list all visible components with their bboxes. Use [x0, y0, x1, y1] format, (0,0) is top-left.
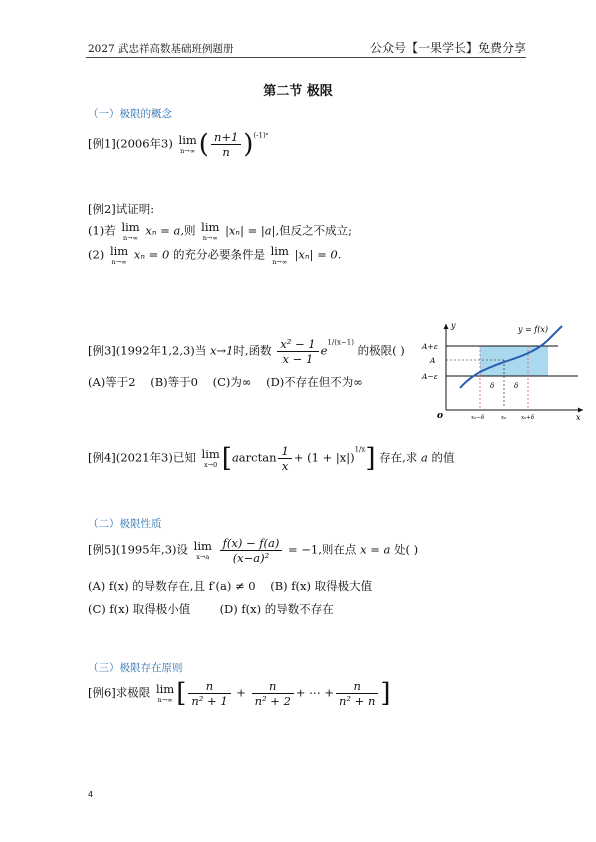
- example-4: [例4](2021年3)已知 lim x→0 [aarctan $\frac{1}{x}$ + $(1 + |x|)^{1/x}$] 存在,求 a 的值: [88, 443, 455, 474]
- page-number: 4: [88, 790, 94, 799]
- option-d: (D)不存在但不为∞: [266, 375, 363, 389]
- y-axis-arrow: [444, 324, 449, 329]
- x-label-x0-minus-delta: x₀−δ: [471, 415, 485, 421]
- origin-label: o: [437, 411, 444, 421]
- example-2-line-1: (1)若 lim n→∞ xₙ = a,则 lim n→∞ |xₙ| = |a|,但反之不成立;: [88, 220, 353, 242]
- option-c: (C)为∞: [212, 375, 252, 389]
- fraction: $\frac{\text{x² − 1}}{x - 1}$: [277, 338, 318, 365]
- example-6: [例6]求极限 lim n→∞ [ $\frac{n}{\text{n² + 1}}$ + $\frac{n}{\text{n² + 2}}$ + ⋯ + $\frac{n}{\text{n² + n}}$ ]: [88, 678, 391, 709]
- option-c: (C) f(x) 取得极小值: [88, 602, 191, 616]
- y-axis-label: y: [451, 321, 456, 330]
- x-axis-arrow: [578, 408, 583, 413]
- example-tag: [例6]: [88, 685, 116, 700]
- example-tag: [例4]: [88, 450, 116, 465]
- y-label-a-minus-eps: A−ε: [422, 372, 438, 381]
- exponent: (-1)ⁿ: [253, 131, 269, 140]
- option-a: (A) f(x) 的导数存在,且 f′(a) ≠ 0: [88, 579, 256, 593]
- option-d: (D) f(x) 的导数不存在: [219, 602, 334, 616]
- example-5-options-row-2: [88, 601, 334, 617]
- example-2-line-2: (2) lim n→∞ xₙ = 0 的充分必要条件是 lim n→∞ |xₙ| = 0.: [88, 244, 342, 266]
- option-a: (A)等于2: [88, 375, 136, 389]
- subsection-limit-properties: （二）极限性质: [88, 518, 162, 530]
- delta-label-right: δ: [514, 382, 519, 390]
- example-5: [例5](1995年,3)设 lim x→a $\frac{f(x) - f(a)}{\text{(x−a)²}}$ = −1,则在点 x = a 处( ): [88, 536, 419, 566]
- example-3-options: [88, 374, 418, 390]
- limit-definition-graph: [418, 318, 588, 422]
- subsection-limit-concept: （一）极限的概念: [88, 108, 172, 120]
- example-tag: [例2]: [88, 202, 116, 216]
- example-3: [例3](1992年1,2,3)当 x→1时,函数 $\frac{\text{x² − 1}}{x - 1}$ $e^{1/(x-1)}$ 的极限( ): [88, 337, 405, 367]
- example-tag: [例5]: [88, 542, 116, 557]
- header-share-note: 公众号【一果学长】免费分享: [369, 41, 526, 55]
- example-tag: [例3]: [88, 343, 116, 358]
- limit-operator: lim n→∞: [178, 133, 197, 155]
- section-title: 第二节 极限: [263, 84, 333, 99]
- example-year: (2006年3): [115, 136, 173, 151]
- delta-label-left: δ: [490, 382, 495, 390]
- y-label-a: A: [430, 356, 436, 365]
- x-axis-label: x: [576, 413, 581, 422]
- x-label-x0-plus-delta: x₀+δ: [521, 415, 535, 421]
- x-label-x0: x₀: [501, 415, 507, 421]
- function-label: y = f(x): [518, 325, 549, 334]
- example-1: [例1](2006年3) lim n→∞ ( $\frac{n+1}{n}$ )$^{(-1)^n}$: [88, 129, 269, 160]
- option-b: (B) f(x) 取得极大值: [270, 579, 373, 593]
- y-label-a-plus-eps: A+ε: [422, 342, 438, 351]
- header-rule: [86, 57, 526, 58]
- example-tag: [例1]: [88, 136, 116, 151]
- subsection-existence-criteria: （三）极限存在原则: [88, 662, 183, 674]
- example-2-prompt: [例2]试证明:: [88, 202, 155, 216]
- fraction: $\frac{n+1}{n}$: [211, 131, 241, 158]
- header-title: 2027 武忠祥高数基础班例题册: [88, 43, 234, 55]
- option-b: (B)等于0: [150, 375, 198, 389]
- example-5-options-row-1: [88, 578, 372, 594]
- epsilon-band-fill: [480, 346, 548, 376]
